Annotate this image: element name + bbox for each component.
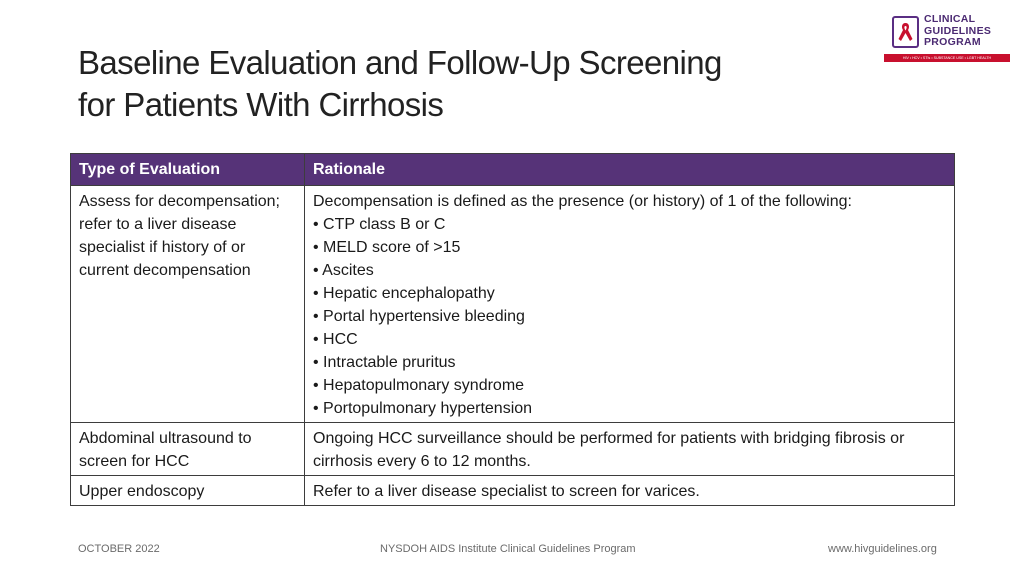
evaluation-type-cell: Abdominal ultrasound to screen for HCC [71, 423, 305, 476]
clinical-guidelines-program-logo[interactable] [884, 14, 1012, 64]
rationale-cell: Refer to a liver disease specialist to screen for varices. [305, 476, 955, 506]
logo-line-program: PROGRAM [924, 36, 981, 48]
column-header-rationale: Rationale [305, 154, 955, 186]
list-item: • Intractable pruritus [313, 354, 456, 371]
decompensation-list [313, 213, 946, 420]
evaluation-type-cell: Upper endoscopy [71, 476, 305, 506]
table-row [71, 423, 955, 476]
red-ribbon-icon [894, 18, 917, 46]
list-item: • Hepatopulmonary syndrome [313, 377, 525, 394]
logo-wordmark [924, 14, 991, 49]
table-row [71, 476, 955, 506]
list-item: • Portal hypertensive bleeding [313, 308, 525, 325]
slide-title [78, 42, 868, 126]
footer-date: OCTOBER 2022 [78, 543, 160, 555]
list-item: • Portopulmonary hypertension [313, 400, 533, 417]
slide-title-line-2: for Patients With Cirrhosis [78, 86, 444, 123]
logo-line-clinical: CLINICAL [924, 13, 976, 25]
list-item: • HCC [313, 331, 358, 348]
list-item: • Hepatic encephalopathy [313, 285, 495, 302]
evaluation-table [70, 153, 955, 506]
table-row [71, 186, 955, 423]
rationale-cell: Ongoing HCC surveillance should be performed for patients with bridging fibrosis or cirrhosis every 6 to 12 months. [305, 423, 955, 476]
column-header-type: Type of Evaluation [71, 154, 305, 186]
list-item: • CTP class B or C [313, 216, 446, 233]
rationale-cell [305, 186, 955, 423]
list-item: • Ascites [313, 262, 374, 279]
footer-website-link[interactable]: www.hivguidelines.org [828, 543, 937, 555]
rationale-intro: Decompensation is defined as the presence (or history) of 1 of the following: [313, 193, 852, 210]
logo-line-guidelines: GUIDELINES [924, 24, 992, 37]
footer-program-name: NYSDOH AIDS Institute Clinical Guidelines Program [380, 543, 636, 555]
logo-frame [892, 16, 919, 48]
table-header-row [71, 154, 955, 186]
evaluation-type-cell: Assess for decompensation; refer to a liver disease specialist if history of or current decompensation [71, 186, 305, 423]
list-item: • MELD score of >15 [313, 239, 461, 256]
slide-title-line-1: Baseline Evaluation and Follow-Up Screening [78, 44, 722, 81]
logo-tagline: HIV • HCV • STIs • SUBSTANCE USE • LGBT HEALTH [884, 54, 1010, 62]
